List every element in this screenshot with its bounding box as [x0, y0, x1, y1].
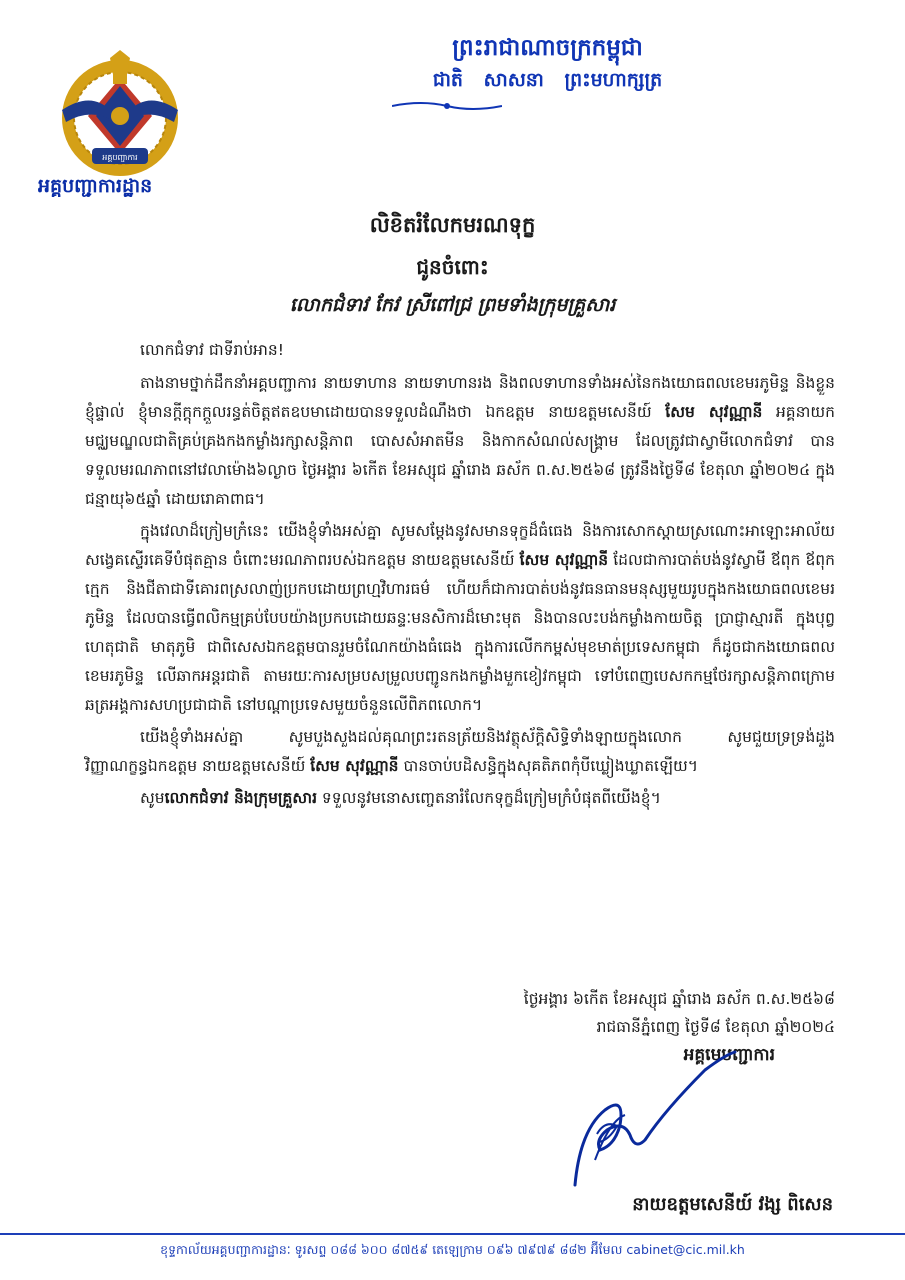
recipient-family: លោកជំទាវ និងក្រុមគ្រួសារ	[164, 789, 317, 807]
deceased-name: សែម សុវណ្ណានី	[310, 757, 399, 775]
letter-body	[85, 336, 835, 816]
footer-divider	[0, 1233, 905, 1235]
paragraph-2-text-b: ដែលជាការបាត់បង់នូវស្វាមី ឪពុក ឪពុកក្មេក និងជីតាជាទីគោរពស្រលាញ់ប្រកបដោយព្រហ្មវិហារធម៌ ហើយក៏ជាការបាត់បង់នូវធនធានមនុស្សមួយរូបក្នុងកងយោធពលខេមរភូមិន្ទ ដែលបានធ្វើពលិកម្មគ្រប់បែបយ៉ាងប្រកបដោយឆន្ទៈមនសិការដ៏មោះមុត និងបានលះបង់កម្លាំងកាយចិត្ត ប្រាជ្ញាស្មារតី ក្នុងបុព្វហេតុជាតិ មាតុភូមិ ជាពិសេសឯកឧត្តមបានរួមចំណែកយ៉ាងធំធេង ក្នុងការលើកកម្ពស់មុខមាត់ប្រទេសកម្ពុជា ក៏ដូចជាកងយោធពលខេមរភូមិន្ទ លើឆាកអន្តរជាតិ តាមរយៈការសម្របសម្រួលបញ្ជូនកងកម្លាំងមួកខៀវកម្ពុជា ទៅបំពេញបេសកកម្មថែរក្សាសន្តិភាពក្រោមឆត្រអង្គការសហប្រជាជាតិ នៅបណ្តាប្រទេសមួយចំនួនលើពិភពលោក។	[85, 551, 835, 714]
deceased-name: សែម សុវណ្ណានី	[519, 551, 609, 569]
paragraph-3	[85, 723, 835, 781]
paragraph-1	[85, 369, 835, 514]
salutation: លោកជំទាវ ជាទីរាប់អាន!	[140, 341, 284, 359]
lunar-date: ថ្ងៃអង្គារ ៦កើត ខែអស្សុជ ឆ្នាំរោង ឆស័ក ព.ស.២៥៦៨	[523, 990, 835, 1008]
paragraph-4-text-a: សូម	[140, 789, 165, 807]
emblem-label: អគ្គបញ្ជាការ	[102, 153, 138, 162]
national-motto: ជាតិ សាសនា ព្រះមហាក្សត្រ	[432, 69, 663, 91]
deceased-name: សែម សុវណ្ណានី	[665, 403, 763, 421]
kingdom-heading: ព្រះរាជាណាចក្រកម្ពុជា	[452, 35, 643, 61]
heading-ornament-icon	[392, 100, 502, 112]
place-date: រាជធានីភ្នំពេញ ថ្ងៃទី៨ ខែតុលា ឆ្នាំ២០២៤	[596, 1018, 835, 1036]
signer-name: នាយឧត្តមសេនីយ៍ វង្ស ពិសេន	[632, 1194, 833, 1215]
paragraph-3-text-a: យើងខ្ញុំទាំងអស់គ្នា សូមបួងសួងដល់គុណព្រះរតនត្រ័យនិងវត្ថុស័ក្តិសិទ្ធិទាំងឡាយក្នុងលោក សូមជួយទ្រទ្រង់ដួងវិញ្ញាណក្ខន្ធឯកឧត្តម នាយឧត្តមសេនីយ៍	[85, 728, 835, 775]
letter-title: លិខិតរំលែកមរណទុក្ខ	[369, 213, 536, 237]
paragraph-2	[85, 517, 835, 720]
military-emblem-icon	[52, 50, 188, 180]
letter-subtitle: ជូនចំពោះ	[416, 255, 489, 279]
paragraph-2-text-a: ក្នុងវេលាដ៏ក្រៀមក្រំនេះ យើងខ្ញុំទាំងអស់គ្នា សូមសម្តែងនូវសមានទុក្ខដ៏ធំធេង និងការសោកស្តាយស្រណោះអាឡោះអាល័យ សង្វេគស្ទើរគេទីបំផុតគ្មាន ចំពោះមរណភាពរបស់ឯកឧត្តម នាយឧត្តមសេនីយ៍	[85, 522, 835, 569]
paragraph-1-text-a: តាងនាមថ្នាក់ដឹកនាំអគ្គបញ្ជាការ នាយទាហាន នាយទាហានរង និងពលទាហានទាំងអស់នៃកងយោធពលខេមរភូមិន្ទ និងខ្លួនខ្ញុំផ្ទាល់ ខ្ញុំមានក្តីក្តុកក្តួលរន្ធត់ចិត្តឥតឧបមាដោយបានទទួលដំណឹងថា ឯកឧត្តម នាយឧត្តមសេនីយ៍	[85, 374, 835, 421]
paragraph-4-text-b: ទទួលនូវមនោសញ្ចេតនារំលែកទុក្ខដ៏ក្រៀមក្រំបំផុតពីយើងខ្ញុំ។	[316, 789, 661, 807]
handwritten-signature-icon	[535, 1050, 785, 1190]
paragraph-3-text-b: បានចាប់បដិសន្ធិក្នុងសុគតិភពកុំបីឃ្លៀងឃ្លាតឡើយ។	[398, 757, 698, 775]
letter-recipient: លោកជំទាវ កែវ ស្រីពៅជ្រ ព្រមទាំងក្រុមគ្រួសារ	[289, 294, 616, 316]
signer-title: អគ្គមេបញ្ជាការ	[683, 1045, 775, 1065]
footer-contact: ខុទ្ទកាល័យអគ្គបញ្ជាការដ្ឋានៈ ទូរសព្ទ ០៨៨ ៦០០ ៨៧៥៩ តេឡេក្រាម ០៩៦ ៧៩៧៩ ៨៨២ អ៊ីមែល cabinet@cic.mil.kh	[160, 1242, 745, 1257]
paragraph-1-text-b: អគ្គនាយក មជ្ឈមណ្ឌលជាតិគ្រប់គ្រងកងកម្លាំងរក្សាសន្តិភាព បោសសំអាតមីន និងកាកសំណល់សង្គ្រាម ដែលត្រូវជាស្វាមីលោកជំទាវ បានទទួលមរណភាពនៅវេលាម៉ោង៦ល្ងាច ថ្ងៃអង្គារ ៦កើត ខែអស្សុជ ឆ្នាំរោង ឆស័ក ព.ស.២៥៦៨ ត្រូវនឹងថ្ងៃទី៨ ខែតុលា ឆ្នាំ២០២៤ ក្នុងជន្មាយុ៦៥ឆ្នាំ ដោយរោគាពាធ។	[85, 403, 835, 508]
paragraph-4	[85, 784, 835, 813]
hq-name: អគ្គបញ្ជាការដ្ឋាន	[38, 175, 153, 197]
